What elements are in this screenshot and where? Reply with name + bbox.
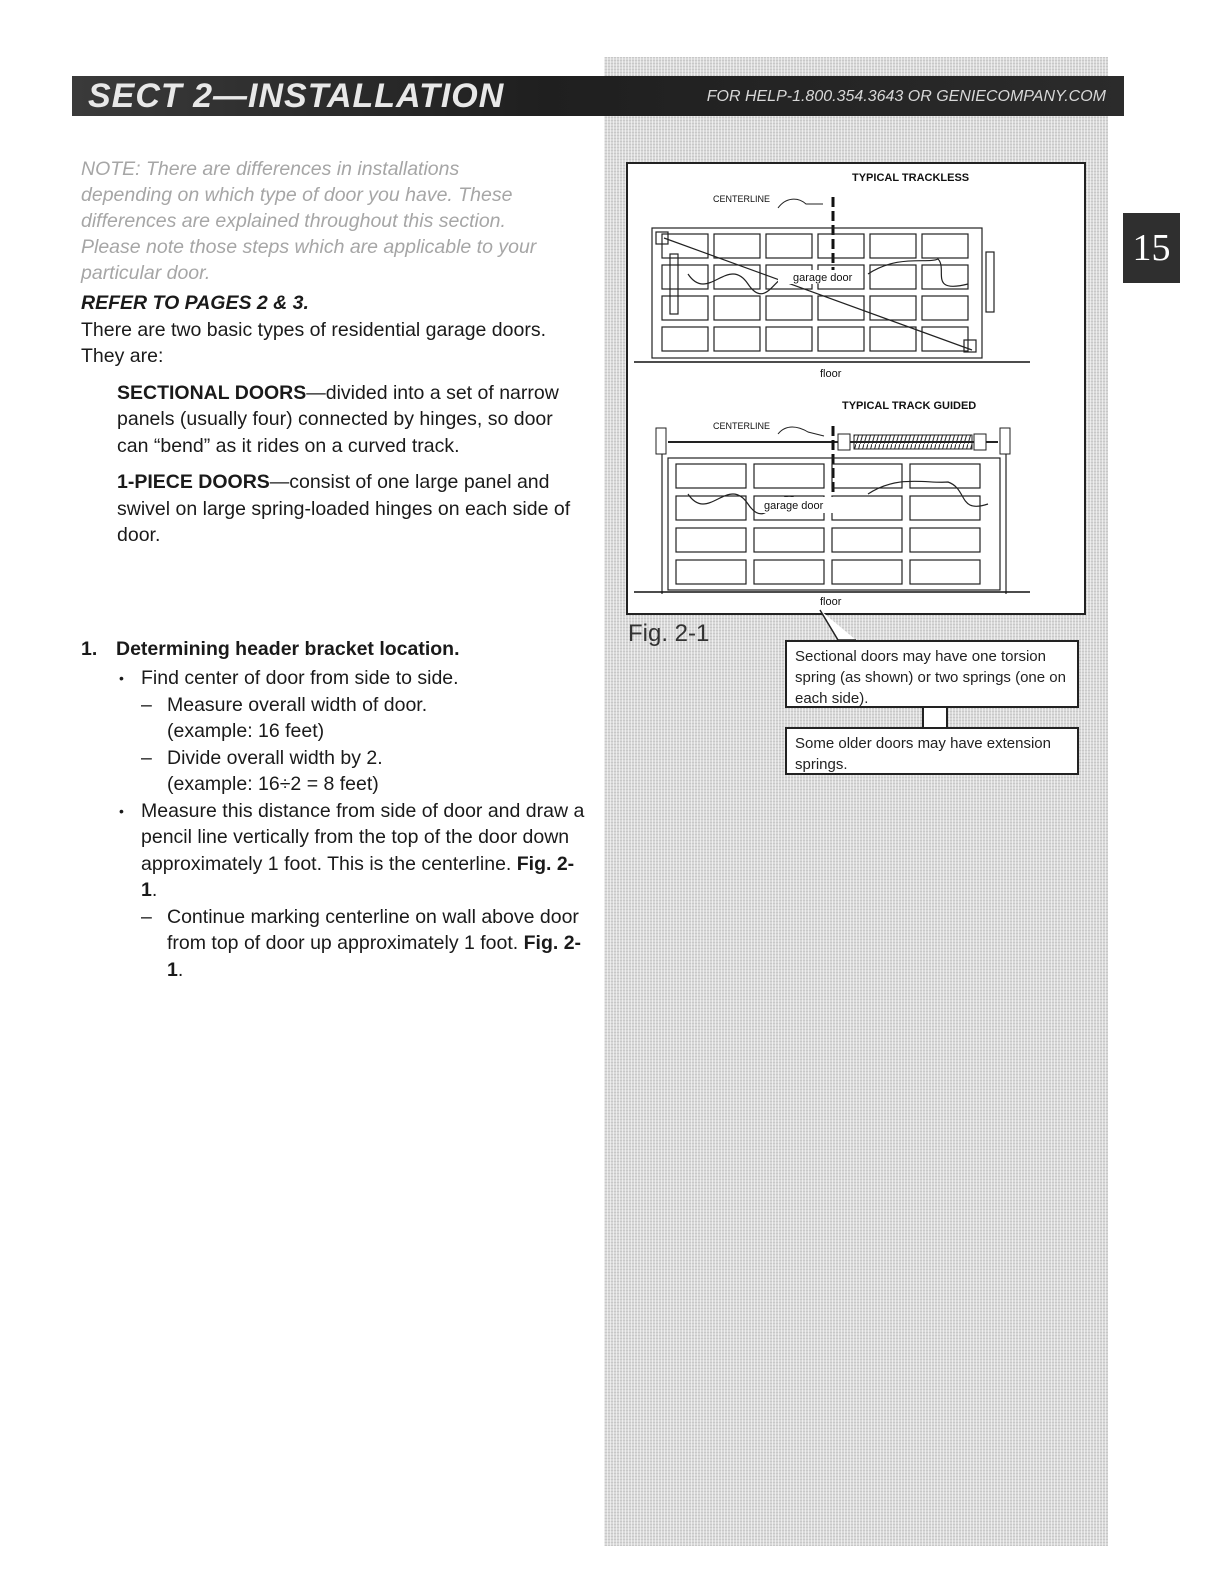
door-panel [754,464,824,488]
door-panel [662,265,708,289]
door-panel [832,496,902,520]
intro-text: There are two basic types of residential garage doors. They are: [81,318,547,367]
step-dash-example: (example: 16÷2 = 8 feet) [167,773,379,795]
track-guided-title: TYPICAL TRACK GUIDED [842,400,977,412]
door-panel [754,560,824,584]
door-panel [870,234,916,258]
door-panel [922,327,968,351]
callout-sectional-springs: Sectional doors may have one torsion spring (as shown) or two springs (one on each side). [785,640,1079,708]
door-type-description: —divided into a set of narrow panels (usually four) connected by hinges, so door can “bend” as it rides on a curved track. [117,381,559,457]
door-panel [832,528,902,552]
step-number: 1. [81,638,98,660]
page-number-tab: 15 [1123,213,1180,283]
door-panel [676,496,746,520]
step-1-title [81,638,460,661]
door-panel [676,528,746,552]
step-dash-text: Divide overall width by 2. [167,746,383,769]
door-panel [714,327,760,351]
callout-connector [922,708,948,727]
step-bullet: • Find center of door from side to side. [115,665,585,692]
trackless-centerline-label: CENTERLINE [713,194,771,204]
figure-reference: Fig. 2-1 [141,852,575,901]
door-panel [922,234,968,258]
door-panel [832,464,902,488]
door-panel [714,296,760,320]
trackless-door-label: garage door [793,272,853,284]
door-type-name: 1-PIECE DOORS [117,471,270,493]
centerline-leader [778,199,823,208]
door-panel [818,234,864,258]
trackless-floor-label: floor [820,368,842,380]
installation-note: NOTE: There are differences in installations depending on which type of door you have. These differences are explained throughout this section. Please note those steps which are applicable to your particular door. [81,158,537,284]
door-panel [870,327,916,351]
trackless-title: TYPICAL TRACKLESS [852,172,970,184]
step-dash-example: (example: 16 feet) [167,720,325,742]
door-type-description: —consist of one large panel and swivel on large spring-loaded hinges on each side of door. [117,471,571,546]
step-dash: – Measure overall width of door. (example: 16 feet) [141,693,428,742]
door-panel [766,234,812,258]
step-dash: – Continue marking centerline on wall above door from top of door up approximately 1 foot. Fig. 2-1. [141,905,582,981]
door-panel [910,560,980,584]
help-contact: FOR HELP-1.800.354.3643 OR GENIECOMPANY.COM [706,88,1106,105]
track-guided-door-label: garage door [764,500,824,512]
door-panel [766,296,812,320]
door-panel [910,464,980,488]
trackless-door [652,228,994,358]
callout-extension-springs: Some older doors may have extension springs. [785,727,1079,775]
door-panel [922,296,968,320]
step-dash: – Divide overall width by 2. (example: 16÷2 = 8 feet) [141,746,383,795]
intro-section [81,156,581,549]
door-type-one-piece [117,469,577,549]
step-1-body [115,665,585,983]
door-type-sectional [117,380,577,460]
step-dash-text: Measure overall width of door. [167,693,428,716]
door-panel [662,327,708,351]
door-panel [662,296,708,320]
track-guided-floor-label: floor [820,596,842,608]
door-panel [818,327,864,351]
step-title-text: Determining header bracket location. [116,638,460,660]
callout-pointer [786,608,866,642]
step-bullet-text: Measure this distance from side of door and draw a pencil line vertically from the top of the door down approximately 1 foot. This is the centerline. [141,799,585,875]
door-panel [910,496,980,520]
door-type-name: SECTIONAL DOORS [117,381,307,404]
door-panel [832,560,902,584]
figure-2-1 [626,162,1086,615]
door-diagram [628,164,1084,613]
door-panel [910,528,980,552]
step-dash-text: Continue marking centerline on wall above door from top of door up approximately 1 foot. [167,905,579,954]
door-panel [676,560,746,584]
figure-caption: Fig. 2-1 [628,620,710,647]
section-title: SECT 2—INSTALLATION [88,77,505,115]
step-bullet: • Measure this distance from side of door and draw a pencil line vertically from the top of the door down approximately 1 foot. This is the centerline. Fig. 2-1. [115,798,585,904]
refer-pages: REFER TO PAGES 2 & 3. [81,292,309,314]
door-panel [676,464,746,488]
door-panel [754,528,824,552]
door-panel [714,234,760,258]
door-panel [870,296,916,320]
figure-reference: Fig. 2-1 [167,932,582,981]
track-guided-centerline-label: CENTERLINE [713,421,771,431]
centerline-leader [778,427,824,436]
door-panel [766,327,812,351]
